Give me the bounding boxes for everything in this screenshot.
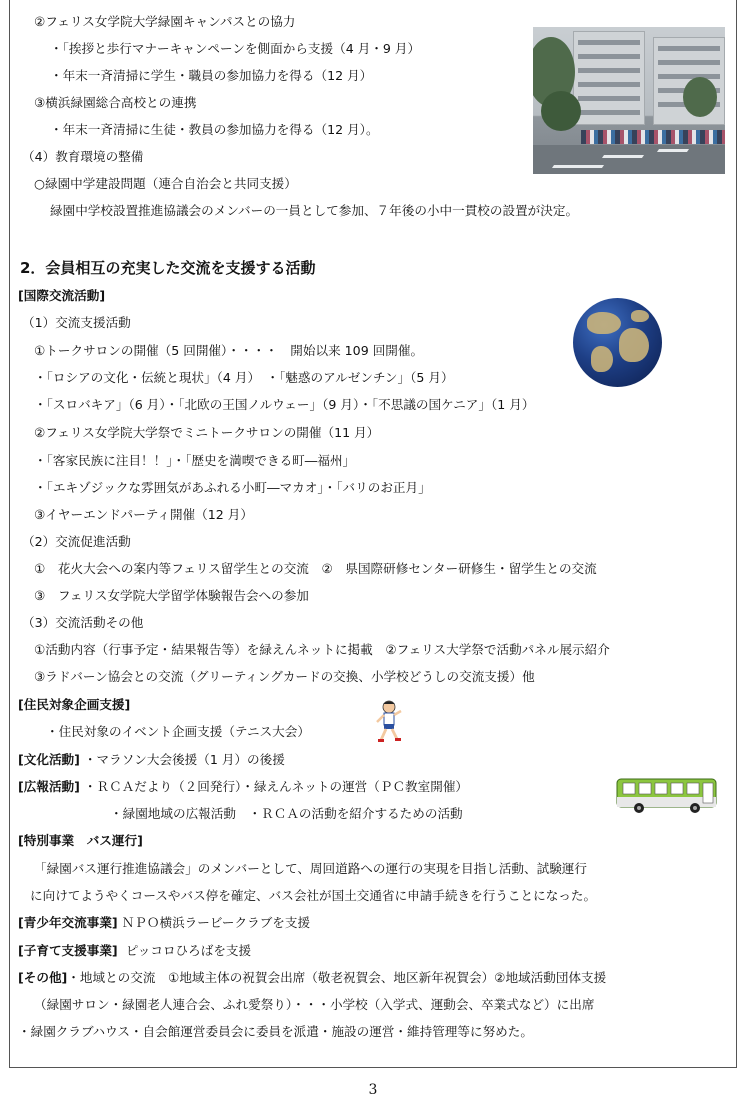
line-cleanup-students: ・年末一斉清掃に学生・職員の参加協力を得る（12 月） [50, 68, 373, 83]
category-culture: [文化活動] [18, 752, 80, 767]
line-exchange-other: （3）交流活動その他 [22, 615, 144, 630]
line-rca-newsletter: ・ＲＣＡだより（２回発行）・緑えんネットの運営（ＰＣ教室開催） [83, 779, 469, 794]
category-international: [国際交流活動] [18, 288, 106, 303]
street-photo [533, 27, 725, 174]
line-fireworks-exchange: ① 花火大会への案内等フェリス留学生との交流 ② 県国際研修センター研修生・留学生との交流 [34, 561, 597, 576]
category-pr: [広報活動] [18, 779, 80, 794]
bus-illustration [615, 777, 718, 815]
line-greeting-campaign: ・「挨拶と歩行マナーキャンペーンを側面から支援（4 月・9 月） [50, 41, 421, 56]
line-mini-talk-salon: ②フェリス女学院大学祭でミニトークサロンの開催（11 月） [34, 425, 380, 440]
line-middleschool-issue: ○緑園中学建設問題（連合自治会と共同支援） [34, 176, 297, 191]
runner-illustration [373, 700, 405, 744]
line-rugby-club: ＮＰＯ横浜ラービークラブを支援 [121, 915, 311, 930]
line-exchange-support: （1）交流支援活動 [22, 315, 131, 330]
line-childcare [18, 942, 251, 960]
line-ferris-cooperation: ②フェリス女学院大学緑園キャンパスとの協力 [34, 14, 296, 29]
line-bus-council-1: 「緑園バス運行推進協議会」のメンバーとして、周回道路への運行の実現を目指し活動、試験運行 [34, 861, 587, 876]
line-pr [18, 778, 468, 796]
line-talk-salon: ①トークサロンの開催（5 回開催）・・・・ 開始以来 109 回開催。 [34, 343, 424, 358]
line-talk-topics-1: ・「ロシアの文化・伝統と現状」（4 月） ・「魅惑のアルゼンチン」（5 月） [34, 370, 454, 385]
line-marathon: ・マラソン大会後援（1 月）の後援 [83, 752, 285, 767]
line-tennis-event: ・住民対象のイベント企画支援（テニス大会） [46, 724, 310, 739]
category-youth-exchange: [青少年交流事業] [18, 915, 118, 930]
line-study-abroad-report: ③ フェリス女学院大学留学体験報告会への参加 [34, 588, 309, 603]
line-education-environment: （4）教育環境の整備 [22, 149, 144, 164]
line-highschool-cooperation: ③横浜緑園総合高校との連携 [34, 95, 197, 110]
line-youth [18, 914, 310, 932]
category-bus-service: [特別事業 バス運行] [18, 833, 143, 848]
line-salon-school: （緑園サロン・緑園老人連合会、ふれ愛祭り）・・・小学校（入学式、運動会、卒業式など）に出席 [34, 997, 595, 1012]
line-local-exchange: ・地域との交流 ①地域主体の祝賀会出席（敬老祝賀会、地区新年祝賀会）②地域活動団体支援 [67, 970, 607, 985]
globe-image [573, 298, 662, 387]
line-radburn-exchange: ③ラドバーン協会との交流（グリーティングカードの交換、小学校どうしの交流支援）他 [34, 669, 535, 684]
line-activity-posting: ①活動内容（行事予定・結果報告等）を緑えんネットに掲載 ②フェリス大学祭で活動パネル展示紹介 [34, 642, 610, 657]
line-talk-topics-2: ・「スロバキア」（6 月）・「北欧の王国ノルウェー」（9 月）・「不思議の国ケニア」（1 月） [34, 397, 535, 412]
line-year-end-party: ③イヤーエンドパーティ開催（12 月） [34, 507, 253, 522]
line-exchange-promotion: （2）交流促進活動 [22, 534, 131, 549]
line-other [18, 969, 606, 987]
category-resident-events: [住民対象企画支援] [18, 697, 131, 712]
line-clubhouse: ・緑園クラブハウス・自会館運営委員会に委員を派遣・施設の運営・維持管理等に努めた。 [18, 1024, 533, 1039]
line-bus-council-2: に向けてようやくコースやバス停を確定、バス会社が国土交通省に申請手続きを行うことになった。 [30, 888, 597, 903]
line-mini-topics-2: ・「エキゾジックな雰囲気があふれる小町―マカオ」・「バリのお正月」 [34, 480, 431, 495]
page-number: 3 [368, 1082, 378, 1098]
category-other: [その他] [18, 970, 68, 985]
section-heading-2: 2．会員相互の充実した交流を支援する活動 [20, 259, 316, 277]
line-culture [18, 751, 285, 769]
line-piccolo: ピッコロひろばを支援 [125, 943, 252, 958]
line-mini-topics-1: ・「客家民族に注目！！」・「歴史を満喫できる町―福州」 [34, 453, 356, 468]
line-middleschool-council: 緑園中学校設置推進協議会のメンバーの一員として参加、７年後の小中一貫校の設置が決定。 [50, 203, 579, 218]
line-local-pr: ・緑園地域の広報活動 ・ＲＣＡの活動を紹介するための活動 [110, 806, 463, 821]
line-cleanup-highschool: ・年末一斉清掃に生徒・教員の参加協力を得る（12 月）。 [50, 122, 379, 137]
category-childcare: [子育て支援事業] [18, 943, 118, 958]
